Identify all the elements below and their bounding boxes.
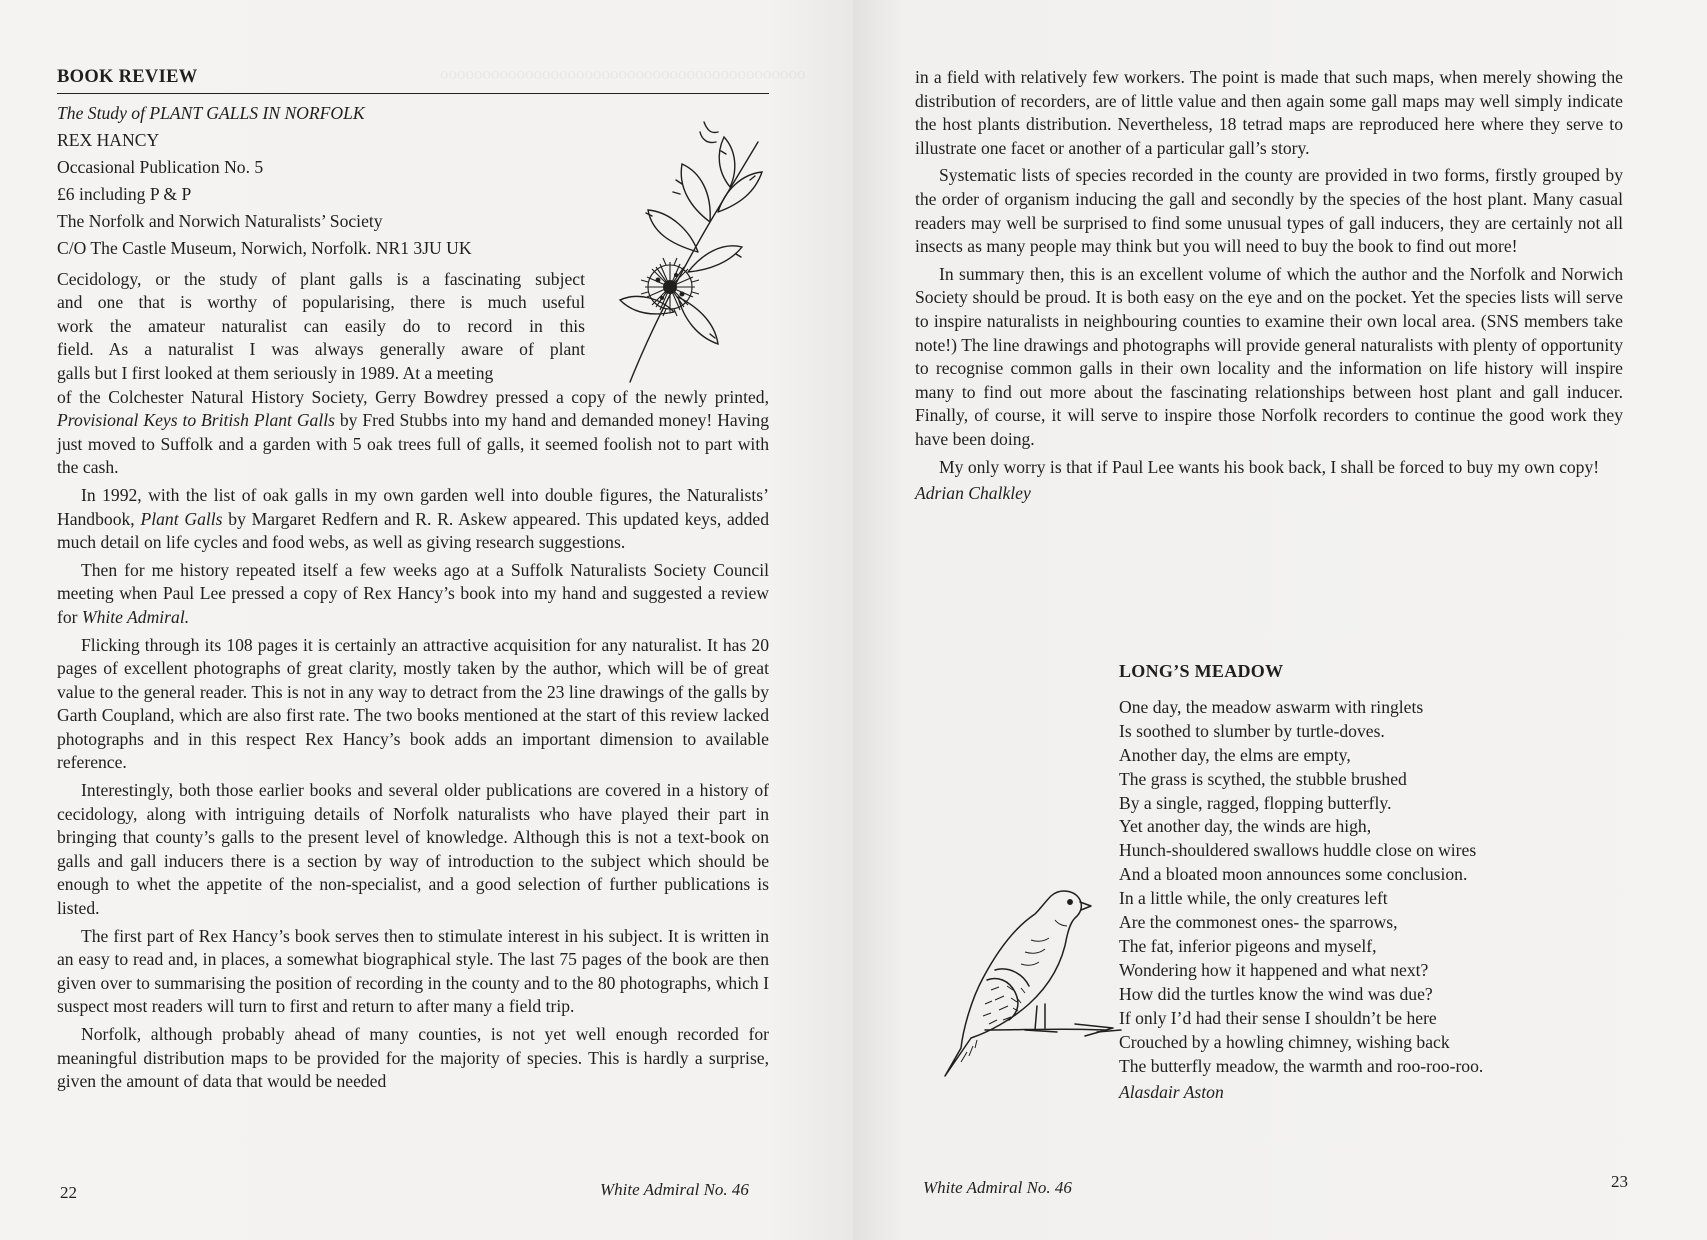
poem-author: Alasdair Aston [1119,1082,1224,1103]
poem-line: One day, the meadow aswarm with ringlets [1119,696,1424,717]
paragraph-line: field. As a naturalist I was always generally aware of plant [57,339,585,360]
poem [1119,660,1679,1105]
review-paragraph-9: Systematic lists of species recorded in the county are provided in two forms, firstly grouped by the order of organism inducing the gall and secondly by the species of the host plant. Many casual readers may well be surprised to find some unusual types of gall inducers, they are certainly not all insects as many people may think but you will need to buy the book to find out more! [915,165,1623,257]
turtle-dove-illustration-icon [925,880,1145,1080]
review-paragraph-4: Flicking through its 108 pages it is certainly an attractive acquisition for any naturalist. It has 20 pages of excellent photographs of great clarity, mostly taken by the author, which will be of great value to the general reader. This is not in any way to detract from the 23 line drawings of the galls by Garth Coupland, which are also first rate. The two books mentioned at the start of this review lacked photographs and in this respect Rex Hancy’s book adds an important dimension to available reference. [57,634,769,773]
review-paragraph-11: My only worry is that if Paul Lee wants his book back, I shall be forced to buy my own copy! [939,456,1600,477]
paragraph-text: of the Colchester Natural History Society, Gerry Bowdrey pressed a copy of the newly printed, [57,386,769,407]
poem-line: Yet another day, the winds are high, [1119,816,1372,837]
poem-line: Crouched by a howling chimney, wishing back [1119,1031,1450,1052]
paragraph-line: and one that is worthy of popularising, there is much useful [57,292,585,313]
review-paragraph-5: Interestingly, both those earlier books and several older publications are covered in a history of cecidology, along with intriguing details of Norfolk naturalists who have played their part in bringing that county’s galls to the present level of knowledge. Although this is not a text-book on galls and gall inducers there is a section by way of introduction to the subject which should be enough to whet the appetite of the non-specialist, and a good selection of further publications is listed. [57,780,769,919]
poem-line: Another day, the elms are empty, [1119,744,1351,765]
poem-line: Are the commonest ones- the sparrows, [1119,912,1398,933]
poem-line: Is soothed to slumber by turtle-doves. [1119,720,1385,741]
poem-line: And a bloated moon announces some conclusion. [1119,864,1468,885]
review-paragraph-3 [57,559,769,630]
running-footer: White Admiral No. 46 [600,1180,749,1199]
paragraph-text: by Margaret Redfern and R. R. Askew appeared. This updated keys, added much detail on life cycles and food webs, as well as giving research suggestions. [57,508,770,553]
review-signature: Adrian Chalkley [915,483,1031,504]
paragraph-text: by Fred Stubbs into my hand and demanded money! Having just moved to Suffolk and a garden with 5 oak trees full of galls, it seemed foolish not to part with the cash. [57,410,769,478]
cited-journal-title: White Admiral. [81,606,190,627]
paragraph-line: work the amateur naturalist can easily do to record in this [57,315,585,336]
paragraph-text: In 1992, with the list of oak galls in my own garden well into double figures, the Naturalists’ Handbook, [57,484,769,529]
poem-line: The fat, inferior pigeons and myself, [1119,935,1377,956]
poem-line: Wondering how it happened and what next? [1119,959,1429,980]
review-paragraph-8: in a field with relatively few workers. The point is made that such maps, when merely showing the distribution of recorders, are of little value and then again some gall maps may well simply indicate the host plants distribution. Nevertheless, 18 tetrad maps are reproduced here where they serve to illustrate one facet or another of a particular gall’s story. [915,67,1623,158]
cited-book-title: Provisional Keys to British Plant Galls [57,410,335,431]
cited-book-title: Plant Galls [140,508,223,529]
right-text-column [915,66,1623,506]
left-page: ooooooooooooooooooooooooooooooooooooooooooo BOOK REVIEW The Study of PLANT GALLS IN NORFOLK REX HANCY Occasional Publication No. 5 £6 including P & P The Norfolk and Norwich Naturalists’ Society C/O The Castle Museum, Norwich, Norfolk. NR1 3JU UK Cecidology, or the study of plant galls is a fascinating subject and one that is worthy of popularising, there is much useful work the amateur naturalist can easily do to record in this field. As a naturalist I was always generally aware of plant galls but I first looked at them seriously in 1989. At a meeting of the Colchester Natural History Society, Gerry Bowdrey pressed a copy of the newly printed, Provisional Keys to British Plant Galls by Fred Stubbs into my hand and demanded money! Having just moved to Suffolk and a garden with 5 oak trees full of galls, it seemed foolish not to part with the cash. In 1992, with the list of oak galls in my own garden well into double figures, the Naturalists’ Handbook, Plant Galls by Margaret Redfern and R. R. Askew appeared. This updated keys, added much detail on life cycles and food webs, as well as giving research suggestions. Then for me history repeated itself a few weeks ago at a Suffolk Naturalists Society Council meeting when Paul Lee pressed a copy of Rex Hancy’s book into my hand and suggested a review for White Admiral. Flicking through its 108 pages it is certainly an attractive acquisition for any naturalist. It has 20 pages of excellent photographs of great clarity, mostly taken by the author, which will be of great value to the general reader. This is not in any way to detract from the 23 line drawings of the galls by Garth Coupland, which are also first rate. The two books mentioned at the start of this review lacked photographs and in this respect Rex Hancy’s book adds an important dimension to available reference. Interestingly, both those earlier books and several older publications are covered in a history of cecidology, along with intriguing details of Norfolk naturalists who have played their part in bringing that county’s galls to the present level of knowledge. Although this is not a text-book on galls and gall inducers there is a section by way of introduction to the subject which should be enough to whet the appetite of the non-specialist, and a good selection of further publications is listed. The first part of Rex Hancy’s book serves then to stimulate interest in his subject. It is written in an easy to read and, in places, a somewhat biographical style. The last 75 pages of the book are then given over to summarising the position of recording in the county and to the 80 photographs, which I suspect most readers will turn to first and return to after many a field trip. Norfolk, although probably ahead of many counties, is not yet well enough recorded for meaningful distribution maps to be provided for the majority of species. This is hardly a surprise, given the amount of data that would be needed 22 White Admiral No. 46 [0,0,853,1240]
review-paragraph-10: In summary then, this is an excellent volume of which the author and the Norfolk and Norwich Society should be proud. It is both easy on the eye and on the pocket. Yet the species lists will serve to inspire naturalists in neighbouring counties to examine their own local area. (SNS members take note!) The line drawings and photographs will provide general naturalists with plenty of opportunity to recognise common galls in their own locality and the information on life history will inspire many to find out more about the fascinating relationships between host plant and gall inducer. Finally, of course, it will serve to inspire those Norfolk recorders to continue the good work they have been doing. [915,263,1623,449]
book-author: REX HANCY [57,129,160,150]
paragraph-line: Cecidology, or the study of plant galls is a fascinating subject [57,268,585,289]
book-price: £6 including P & P [57,183,192,204]
poem-line: The butterfly meadow, the warmth and roo-roo-roo. [1119,1055,1484,1076]
book-publisher: The Norfolk and Norwich Naturalists’ Society [57,210,383,231]
review-paragraph-2 [57,484,769,555]
running-footer: White Admiral No. 46 [923,1178,1072,1197]
poem-line: If only I’d had their sense I shouldn’t be here [1119,1007,1437,1028]
book-title: The Study of PLANT GALLS IN NORFOLK [57,102,365,123]
section-heading: BOOK REVIEW [57,66,769,94]
paragraph-text: Then for me history repeated itself a few weeks ago at a Suffolk Naturalists Society Council meeting when Paul Lee pressed a copy of Rex Hancy’s book into my hand and suggested a review for [57,559,769,627]
review-paragraph-7: Norfolk, although probably ahead of many counties, is not yet well enough recorded for meaningful distribution maps to be provided for the majority of species. This is hardly a surprise, given the amount of data that would be needed [57,1024,769,1092]
page-number: 22 [60,1183,77,1202]
publisher-address: C/O The Castle Museum, Norwich, Norfolk. NR1 3JU UK [57,237,472,258]
poem-title: LONG’S MEADOW [1119,661,1284,681]
paragraph-line: galls but I first looked at them seriously in 1989. At a meeting [57,362,494,383]
poem-line: In a little while, the only creatures left [1119,888,1388,909]
page-number: 23 [1611,1172,1628,1191]
poem-line: How did the turtles know the wind was due? [1119,983,1433,1004]
oak-gall-sprig-illustration-icon [590,112,770,392]
poem-line: The grass is scythed, the stubble brushed [1119,768,1407,789]
review-paragraph-6: The first part of Rex Hancy’s book serves then to stimulate interest in his subject. It is written in an easy to read and, in places, a somewhat biographical style. The last 75 pages of the book are then given over to summarising the position of recording in the county and to the 80 photographs, which I suspect most readers will turn to first and return to after many a field trip. [57,925,769,1017]
poem-line: Hunch-shouldered swallows huddle close on wires [1119,840,1477,861]
book-series: Occasional Publication No. 5 [57,156,264,177]
poem-line: By a single, ragged, flopping butterfly. [1119,792,1392,813]
